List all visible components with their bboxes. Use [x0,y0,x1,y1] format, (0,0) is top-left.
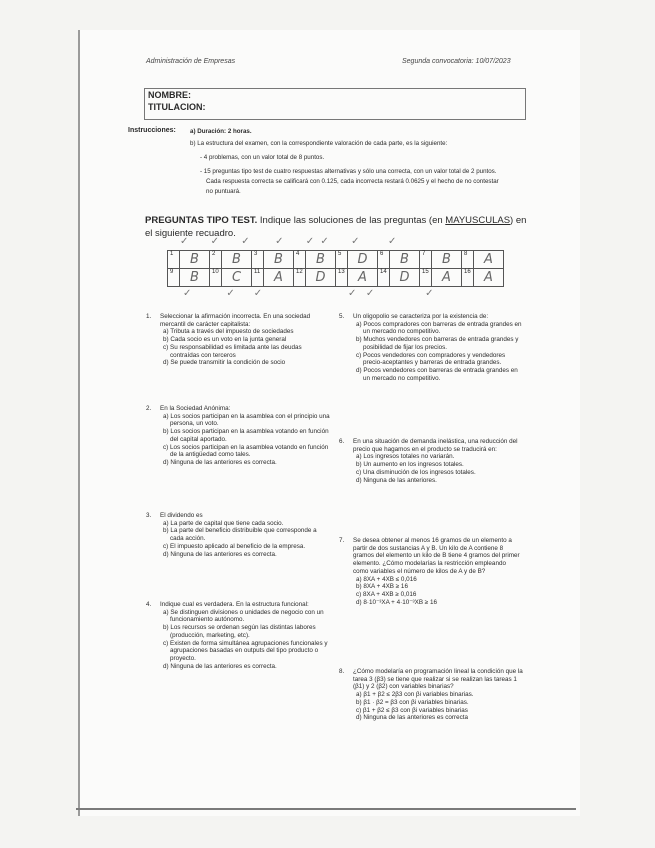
instr-test-line2: Cada respuesta correcta se calificará con 0.125, cada incorrecta restará 0.0625 y el hecho de no contestar [206,178,499,185]
cell-answer[interactable]: B [432,251,462,269]
option-b: b) Los socios participan en la asamblea votando en función del capital aportado. [163,428,329,443]
question-text: ¿Cómo modelaría en programación lineal la condición que la tarea 3 (β3) se tiene que realizar si se realizan las tareas 1 (β1) y 2 (β2) con variables binarias? [353,668,523,691]
instr-structure: b) La estructura del examen, con la correspondiente valoración de cada parte, es la siguiente: [190,140,448,147]
question-text: El dividendo es [160,512,203,519]
option-b: b) 8XA + 4XB ≥ 16 [356,583,408,591]
question-number: 2. [146,405,152,412]
question-number: 1. [146,313,152,320]
cell-answer[interactable]: B [180,269,210,287]
option-c: c) El impuesto aplicado al beneficio de la empresa. [163,542,306,550]
header-date: Segunda convocatoria: 10/07/2023 [402,58,511,65]
question-number: 8. [339,668,345,675]
title-rest: Indique las soluciones de las preguntas (en [257,215,446,226]
question-text: Seleccionar la afirmación incorrecta. En una sociedad mercantil de carácter capitalista: [160,313,311,328]
option-a: a) β1 + β2 ≤ 2β3 con βi variables binarias. [356,691,474,699]
cell-answer[interactable]: D [390,269,420,287]
option-d: d) Ninguna de las anteriores es correcta. [163,662,277,670]
cell-answer[interactable]: B [264,251,294,269]
cell-num: 3 [252,251,264,269]
cell-num: 9 [168,269,180,287]
question-3 [146,512,330,558]
cell-answer[interactable]: A [474,269,504,287]
cell-num: 15 [420,269,432,287]
option-a: a) Los socios participan en la asamblea con el principio una persona, un voto. [163,412,330,428]
question-number: 7. [339,537,345,544]
cell-num: 13 [336,269,348,287]
option-b: b) La parte del beneficio distribuible que corresponde a cada acción. [163,527,317,543]
check-marks-top: ✓ ✓ ✓ ✓ ✓ ✓ ✓ ✓ [180,236,397,247]
question-7 [339,537,523,606]
instr-test-line1: - 15 preguntas tipo test de cuatro respuestas alternativas y sólo una correcta, con un valor total de 2 puntos. [200,168,497,175]
option-d: d) Se puede transmitir la condición de socio [163,359,286,367]
cell-num: 10 [210,269,222,287]
cell-num: 8 [462,251,474,269]
option-d: d) 8·10⁻³XA + 4·10⁻³XB ≥ 16 [356,598,437,606]
question-number: 3. [146,512,152,519]
answer-row-2 [168,269,504,287]
instructions-label: Instrucciones: [128,127,176,134]
option-a: a) Los ingresos totales no variarán. [356,453,455,461]
question-text: Indique cual es verdadera. En la estructura funcional: [160,601,309,608]
option-a: a) Se distinguen divisiones o unidades de negocio con un funcionamiento autónomo. [163,608,324,624]
option-d: d) Ninguna de las anteriores es correcta [356,714,469,722]
question-number: 5. [339,313,345,320]
cell-num: 7 [420,251,432,269]
option-d: d) Ninguna de las anteriores es correcta. [163,550,277,558]
question-number: 6. [339,438,345,445]
option-c: c) Su responsabilidad es limitada ante las deudas contraídas con terceros [163,343,302,359]
question-text: En una situación de demanda inelástica, una reducción del precio que hagamos en el producto se traducirá en: [353,438,518,453]
option-c: c) Los socios participan en la asamblea votando en función de la antigüedad como tales. [163,443,329,459]
cell-num: 5 [336,251,348,269]
page-bottom-edge [76,808,576,810]
option-d: d) Ninguna de las anteriores. [356,476,437,484]
header-subject: Administración de Empresas [146,58,236,65]
option-a: a) Pocos compradores con barreras de entrada grandes en un mercado no competitivo. [356,320,522,336]
option-c: c) 8XA + 4XB ≥ 0,016 [356,590,417,598]
cell-answer[interactable]: A [474,251,504,269]
cell-num: 16 [462,269,474,287]
option-d: d) Ninguna de las anteriores es correcta. [163,458,277,466]
option-d: d) Pocos vendedores con barreras de entrada grandes en un mercado no competitivo. [356,366,518,382]
question-2 [146,405,330,467]
option-b: b) β1 · β2 = β3 con βi variables binarias. [356,698,469,706]
title-underline: MAYUSCULAS [445,215,511,226]
cell-answer[interactable]: A [264,269,294,287]
cell-answer[interactable]: B [390,251,420,269]
cell-answer[interactable]: B [180,251,210,269]
degree-label: TITULACION: [148,102,206,112]
question-text: Un oligopolio se caracteriza por la existencia de: [353,313,489,320]
option-c: c) Existen de forma simultánea agrupaciones funcionales y agrupaciones basadas en outputs del tipo producto o proyecto. [163,639,328,662]
title-end: ) en el siguiente recuadro. [145,215,527,239]
instr-test-line3: no puntuará. [206,188,241,195]
cell-num: 6 [378,251,390,269]
cell-num: 2 [210,251,222,269]
option-a: a) 8XA + 4XB ≤ 0,016 [356,575,417,583]
cell-num: 11 [252,269,264,287]
option-b: b) Los recursos se ordenan según las distintas labores (producción, marketing, etc). [163,624,316,639]
question-4 [146,601,330,670]
cell-num: 4 [294,251,306,269]
option-a: a) La parte de capital que tiene cada socio. [163,519,284,527]
name-label: NOMBRE: [148,90,191,100]
option-b: b) Cada socio es un voto en la junta general [163,336,287,344]
cell-answer[interactable]: D [348,251,378,269]
cell-answer[interactable]: D [306,269,336,287]
question-text: En la Sociedad Anónima: [160,405,231,412]
option-b: b) Muchos vendedores con barreras de entrada grandes y posibilidad de fijar los precios. [356,336,519,351]
question-text: Se desea obtener al menos 16 gramos de un elemento a partir de dos sustancias A y B. Un kilo de A contiene 8 gramos del elemento un kilo de B tiene 4 gramos del primer elemento. ¿Cómo modelarías la restricción empleando como variables el número de kilos de A y de B? [353,537,520,575]
answer-grid [167,250,504,287]
instr-problems: - 4 problemas, con un valor total de 8 puntos. [200,154,325,161]
cell-answer[interactable]: A [348,269,378,287]
cell-num: 1 [168,251,180,269]
option-c: c) Pocos vendedores con compradores y vendedores precio-aceptantes y barreras de entrada grandes. [356,351,506,367]
question-8 [339,668,523,722]
cell-answer[interactable]: B [222,251,252,269]
cell-answer[interactable]: B [306,251,336,269]
cell-answer[interactable]: C [222,269,252,287]
student-box [144,88,526,120]
cell-answer[interactable]: A [432,269,462,287]
question-6 [339,438,523,484]
option-c: c) β1 + β2 ≤ β3 con βi variables binarias [356,706,468,714]
answer-row-1 [168,251,504,269]
question-number: 4. [146,601,152,608]
question-1 [146,313,330,367]
check-marks-bottom: ✓ ✓ ✓ ✓ ✓ ✓ [183,288,434,299]
instr-duration: a) Duración: 2 horas. [190,128,252,135]
option-a: a) Tributa a través del impuesto de sociedades [163,328,294,336]
title-bold: PREGUNTAS TIPO TEST. [145,215,258,226]
question-5 [339,313,523,382]
option-c: c) Una disminución de los ingresos totales. [356,468,476,476]
cell-num: 12 [294,269,306,287]
cell-num: 14 [378,269,390,287]
option-b: b) Un aumento en los ingresos totales. [356,461,464,469]
